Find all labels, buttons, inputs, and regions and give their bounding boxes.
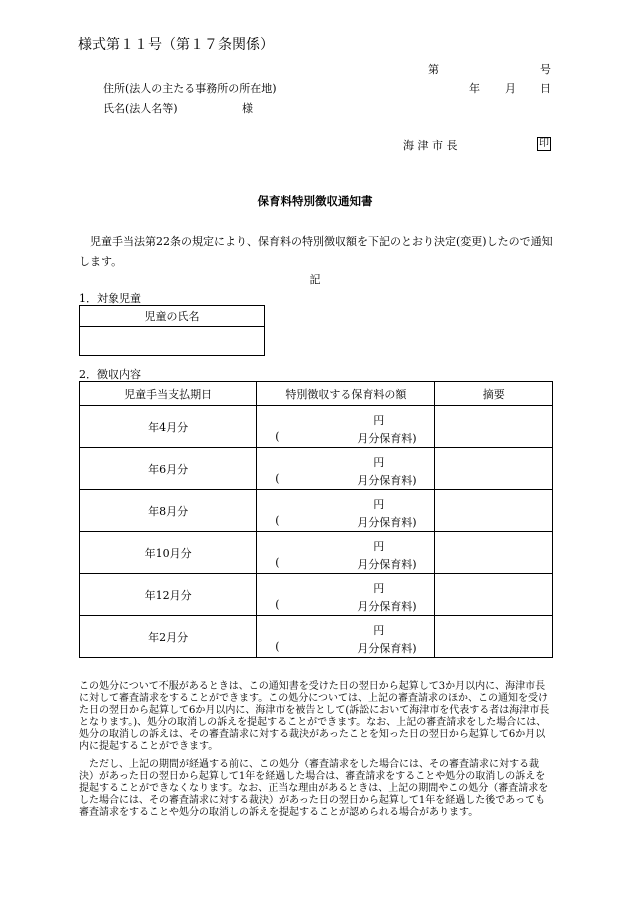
issuer-name: 海 津 市 長 xyxy=(403,139,458,152)
appeal-notice xyxy=(79,681,553,825)
child-name-cell xyxy=(80,327,265,356)
table-row xyxy=(80,532,553,574)
body-paragraph: 児童手当法第22条の規定により、保育料の特別徴収額を下記のとおり決定(変更)したので通知します。 xyxy=(79,235,553,268)
open-paren: ( xyxy=(275,514,280,527)
section1-heading: 1．対象児童 xyxy=(79,292,141,305)
yen-unit: 円 xyxy=(373,624,385,637)
period-cell: 年12月分 xyxy=(80,574,257,616)
col-remarks: 摘要 xyxy=(435,382,553,406)
honorific: 様 xyxy=(242,102,253,115)
remarks-cell xyxy=(435,490,553,532)
table-row xyxy=(80,406,553,448)
fee-month-label: 月分保育料) xyxy=(357,474,417,487)
yen-unit: 円 xyxy=(373,456,385,469)
section2-heading: 2．徴収内容 xyxy=(79,368,141,381)
yen-unit: 円 xyxy=(373,540,385,553)
period-cell: 年2月分 xyxy=(80,616,257,658)
fee-month-label: 月分保育料) xyxy=(357,558,417,571)
amount-cell xyxy=(257,616,435,658)
open-paren: ( xyxy=(275,556,280,569)
notice-paragraph-1: この処分について不服があるときは、この通知書を受けた日の翌日から起算して3か月以内に、海津市長に対して審査請求をすることができます。この処分については、上記の審査請求のほか、この通知を受けた日の翌日から起算して6か月以内に、海津市を被告として(訴訟において海津市を代表する者は海津市長となります。)、処分の取消しの訴えを提起することができます。なお、上記の審査請求をした場合には、処分の取消しの訴えは、その審査請求に対する裁決があったことを知った日の翌日から起算して6か月以内に提起することができます。 xyxy=(79,681,550,752)
amount-cell xyxy=(257,490,435,532)
open-paren: ( xyxy=(275,598,280,611)
fee-month-label: 月分保育料) xyxy=(357,432,417,445)
period-cell: 年4月分 xyxy=(80,406,257,448)
remarks-cell xyxy=(435,532,553,574)
child-name-header: 児童の氏名 xyxy=(80,306,265,327)
table-row xyxy=(80,490,553,532)
date-year: 年 xyxy=(469,82,480,95)
period-cell: 年6月分 xyxy=(80,448,257,490)
seal-stamp-box: 印 xyxy=(539,138,549,149)
child-name-table xyxy=(79,305,265,356)
col-amount: 特別徴収する保育料の額 xyxy=(257,382,435,406)
open-paren: ( xyxy=(275,430,280,443)
remarks-cell xyxy=(435,616,553,658)
notice-paragraph-2: ただし、上記の期間が経過する前に、この処分（審査請求をした場合には、その審査請求に対する裁決）があった日の翌日から起算して1年を経過した場合は、審査請求をすることや処分の取消しの訴えを提起することができなくなります。なお、正当な理由があるときは、上記の期間やこの処分（審査請求をした場合には、その審査請求に対する裁決）があった日の翌日から起算して1年を経過した後であっても審査請求をすることや処分の取消しの訴えを提起することが認められる場合があります。 xyxy=(79,759,549,818)
table-row xyxy=(80,574,553,616)
document-title: 保育料特別徴収通知書 xyxy=(257,194,373,208)
form-number-label: 様式第１１号（第１７条関係） xyxy=(78,37,274,53)
number-prefix: 第 xyxy=(428,63,439,76)
remarks-cell xyxy=(435,448,553,490)
fee-month-label: 月分保育料) xyxy=(357,600,417,613)
amount-cell xyxy=(257,448,435,490)
amount-cell xyxy=(257,406,435,448)
date-month: 月 xyxy=(505,82,516,95)
yen-unit: 円 xyxy=(373,498,385,511)
yen-unit: 円 xyxy=(373,414,385,427)
fee-month-label: 月分保育料) xyxy=(357,516,417,529)
table-row xyxy=(80,448,553,490)
open-paren: ( xyxy=(275,640,280,653)
collection-table xyxy=(79,381,553,658)
ki-marker: 記 xyxy=(309,273,321,286)
amount-cell xyxy=(257,574,435,616)
period-cell: 年8月分 xyxy=(80,490,257,532)
yen-unit: 円 xyxy=(373,582,385,595)
remarks-cell xyxy=(435,406,553,448)
remarks-cell xyxy=(435,574,553,616)
open-paren: ( xyxy=(275,472,280,485)
period-cell: 年10月分 xyxy=(80,532,257,574)
date-day: 日 xyxy=(540,82,551,95)
table-row xyxy=(80,616,553,658)
address-label: 住所(法人の主たる事務所の所在地) xyxy=(103,82,277,95)
number-suffix: 号 xyxy=(540,63,551,76)
fee-month-label: 月分保育料) xyxy=(357,642,417,655)
col-payment-date: 児童手当支払期日 xyxy=(80,382,257,406)
amount-cell xyxy=(257,532,435,574)
recipient-name-label: 氏名(法人名等) xyxy=(103,102,178,115)
